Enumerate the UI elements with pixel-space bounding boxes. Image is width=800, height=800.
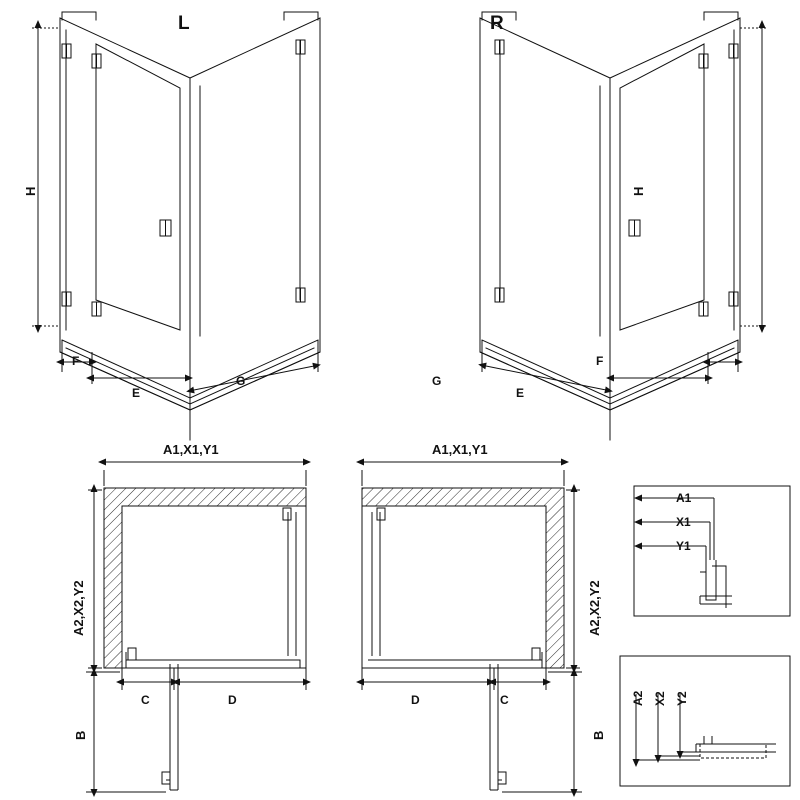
detail-top-right xyxy=(634,486,790,616)
detail-dim-y1: Y1 xyxy=(676,539,691,553)
view-label-left: L xyxy=(178,13,190,34)
dim-g-right: G xyxy=(432,374,442,388)
plan-right-view xyxy=(362,488,564,790)
plan-right-side-dim: A2,X2,Y2 xyxy=(587,580,602,636)
detail-bottom-right xyxy=(620,656,790,786)
height-label-left: H xyxy=(23,186,38,196)
detail-dim-y2: Y2 xyxy=(675,691,689,706)
iso-right-dimensions xyxy=(482,28,768,420)
plan-left-dim-c: C xyxy=(141,693,150,707)
dim-e-right: E xyxy=(516,386,525,400)
detail-dim-x1: X1 xyxy=(676,515,691,529)
plan-right-dim-d: D xyxy=(411,693,420,707)
detail-dim-a1: A1 xyxy=(676,491,692,505)
plan-right-dim-b: B xyxy=(591,730,606,740)
height-label-right: H xyxy=(631,186,646,196)
dim-f-left: F xyxy=(72,354,80,368)
plan-left-view xyxy=(104,488,306,790)
plan-left-top-dim: A1,X1,Y1 xyxy=(163,442,219,457)
view-label-right: R xyxy=(490,13,504,34)
plan-left-dim-b: B xyxy=(73,730,88,740)
detail-dim-x2: X2 xyxy=(653,691,667,706)
iso-right-view xyxy=(480,12,740,440)
dim-e-left: E xyxy=(132,386,141,400)
detail-dim-a2: A2 xyxy=(631,690,645,706)
plan-right-top-dim: A1,X1,Y1 xyxy=(432,442,488,457)
iso-left-view xyxy=(60,12,320,440)
plan-right-dim-c: C xyxy=(500,693,509,707)
plan-left-side-dim: A2,X2,Y2 xyxy=(71,580,86,636)
dim-f-right: F xyxy=(596,354,604,368)
dim-g-left: G xyxy=(236,374,246,388)
plan-left-dim-d: D xyxy=(228,693,237,707)
